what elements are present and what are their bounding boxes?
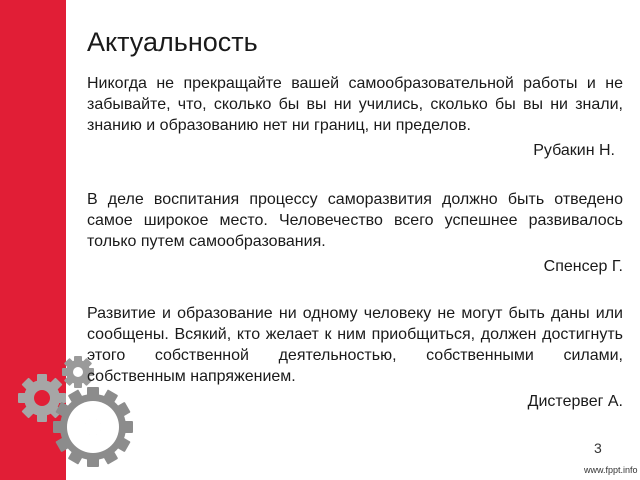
slide-title: Актуальность (87, 27, 258, 57)
spacer (87, 277, 623, 303)
quote-text: Никогда не прекращайте вашей самообразовательной работы и не забывайте, что, сколько бы вы ни учились, сколько бы вы ни знали, знанию и образованию нет ни границ, ни пределов. (87, 75, 623, 134)
quote-author: Дистервег А. (527, 393, 623, 410)
spacer (87, 161, 623, 189)
quote-author: Рубакин Н. (533, 142, 615, 159)
site-url: www.fppt.info (584, 465, 638, 475)
quote-text: В деле воспитания процессу саморазвития должно быть отведено самое широкое место. Человечество всего успешнее развивалось только путем самообразования. (87, 191, 623, 250)
page-number: 3 (594, 440, 602, 456)
quote-author: Спенсер Г. (543, 258, 623, 275)
quotes-body (87, 73, 623, 412)
quote-text: Развитие и образование ни одному человеку не могут быть даны или сообщены. Всякий, кто желает к ним приобщиться, должен достигнуть этого собственной деятельностью, собственными силами, собственным напряжением. (87, 305, 623, 385)
